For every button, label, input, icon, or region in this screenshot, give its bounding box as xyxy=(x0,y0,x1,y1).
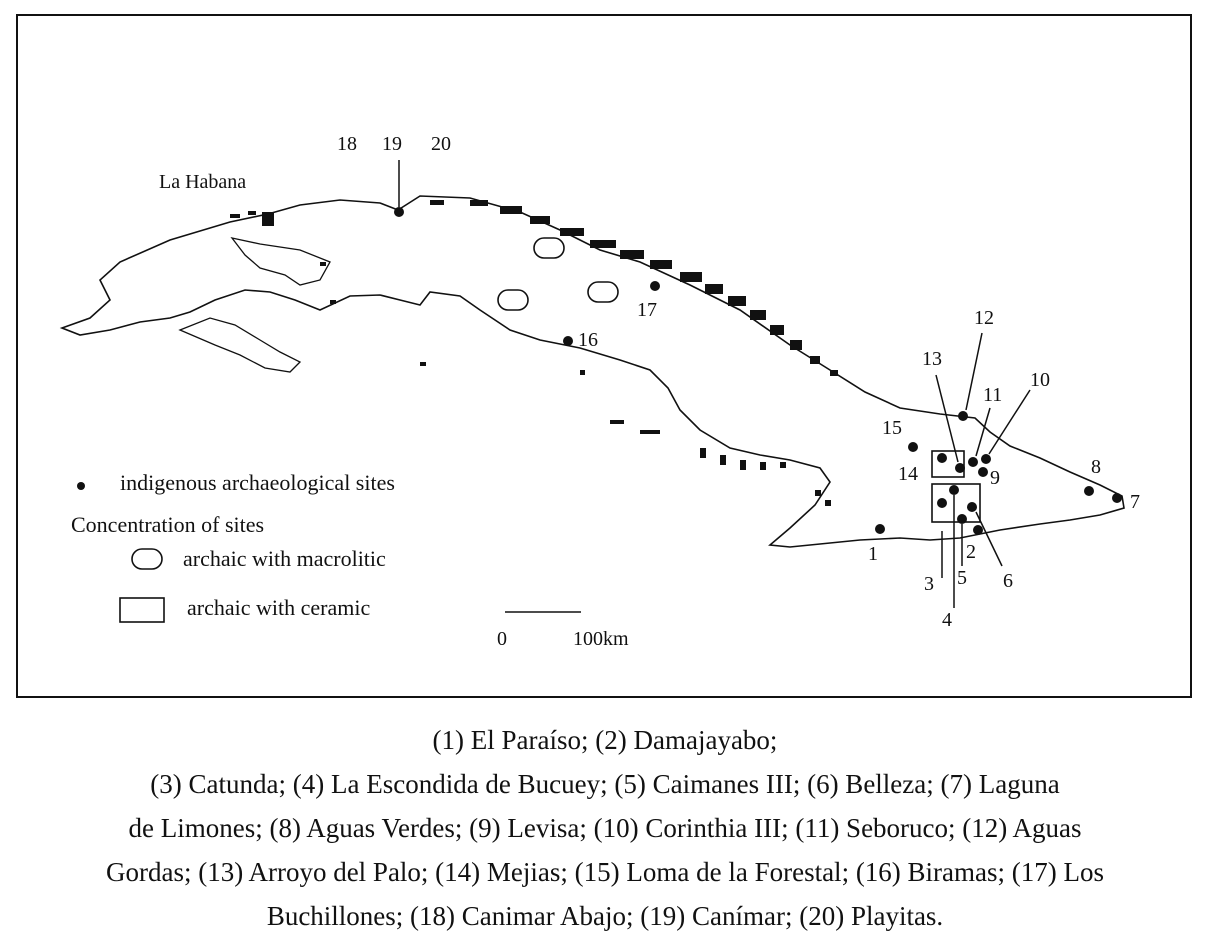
site-label-8: 8 xyxy=(1091,456,1101,478)
south-coast-detail xyxy=(232,238,330,285)
site-dot-6 xyxy=(967,502,977,512)
site-label-17: 17 xyxy=(637,299,657,321)
caption-line-3: de Limones; (8) Aguas Verdes; (9) Levisa; (10) Corinthia III; (11) Seboruco; (12) Aguas xyxy=(128,813,1082,843)
site-dot-10 xyxy=(981,454,991,464)
scale-zero-label: 0 xyxy=(497,628,507,650)
site-dot-13 xyxy=(955,463,965,473)
legend xyxy=(71,470,395,622)
site-label-2: 2 xyxy=(966,541,976,563)
site-label-13: 13 xyxy=(922,348,942,370)
scale-bar xyxy=(497,612,629,650)
site-label-6: 6 xyxy=(1003,570,1013,592)
caption-line-4: Gordas; (13) Arroyo del Palo; (14) Mejias; (15) Loma de la Forestal; (16) Biramas; (17) Los xyxy=(105,857,1105,887)
caption-line-1: (1) El Paraíso; (2) Damajayabo; xyxy=(432,725,778,755)
site-dot-12 xyxy=(958,411,968,421)
site-dot-16 xyxy=(563,336,573,346)
site-dot-7 xyxy=(1112,493,1122,503)
inner-coast-line xyxy=(180,318,300,372)
site-dot-11 xyxy=(968,457,978,467)
caption-line-2: (3) Catunda; (4) La Escondida de Bucuey; (5) Caimanes III; (6) Belleza; (7) Laguna xyxy=(150,769,1060,799)
caption-line-5: Buchillones; (18) Canimar Abajo; (19) Canímar; (20) Playitas. xyxy=(266,901,944,931)
north-cays xyxy=(230,200,838,376)
site-label-15: 15 xyxy=(882,417,902,439)
site-label-10: 10 xyxy=(1030,369,1050,391)
havana-marker xyxy=(262,212,274,226)
legend-dot-label: indigenous archaeological sites xyxy=(120,470,395,495)
site-dot-15 xyxy=(908,442,918,452)
site-label-11: 11 xyxy=(983,384,1003,406)
macrolitic-oval-1 xyxy=(534,238,564,258)
macrolitic-oval-3 xyxy=(588,282,618,302)
site-dots xyxy=(394,207,1122,535)
site-dot-3 xyxy=(937,498,947,508)
site-label-16: 16 xyxy=(578,329,598,351)
havana-label: La Habana xyxy=(159,171,247,193)
site-label-19: 19 xyxy=(382,133,402,155)
site-dot-8 xyxy=(1084,486,1094,496)
site-dot-4 xyxy=(949,485,959,495)
site-dot-5 xyxy=(957,514,967,524)
site-label-20: 20 xyxy=(431,133,451,155)
site-dot-1 xyxy=(875,524,885,534)
legend-oval-symbol xyxy=(132,549,162,569)
scale-distance-label: 100km xyxy=(573,628,629,650)
legend-heading: Concentration of sites xyxy=(71,512,265,537)
site-label-7: 7 xyxy=(1130,491,1140,513)
site-label-18: 18 xyxy=(337,133,357,155)
site-label-4: 4 xyxy=(942,609,952,631)
site-label-5: 5 xyxy=(957,567,967,589)
figure-caption xyxy=(20,718,1190,938)
site-label-14: 14 xyxy=(898,463,918,485)
site-dot-14 xyxy=(937,453,947,463)
site-dot-2 xyxy=(973,525,983,535)
site-label-1: 1 xyxy=(868,543,878,565)
site-dot-17 xyxy=(650,281,660,291)
legend-rect-label: archaic with ceramic xyxy=(187,595,371,620)
site-dot-9 xyxy=(978,467,988,477)
legend-dot-symbol xyxy=(77,482,85,490)
site-label-12: 12 xyxy=(974,307,994,329)
macrolitic-oval-2 xyxy=(498,290,528,310)
leader-lines xyxy=(399,160,1030,608)
legend-rect-symbol xyxy=(120,598,164,622)
site-label-9: 9 xyxy=(990,467,1000,489)
legend-oval-label: archaic with macrolitic xyxy=(183,546,386,571)
site-dot-19 xyxy=(394,207,404,217)
site-label-3: 3 xyxy=(924,573,934,595)
